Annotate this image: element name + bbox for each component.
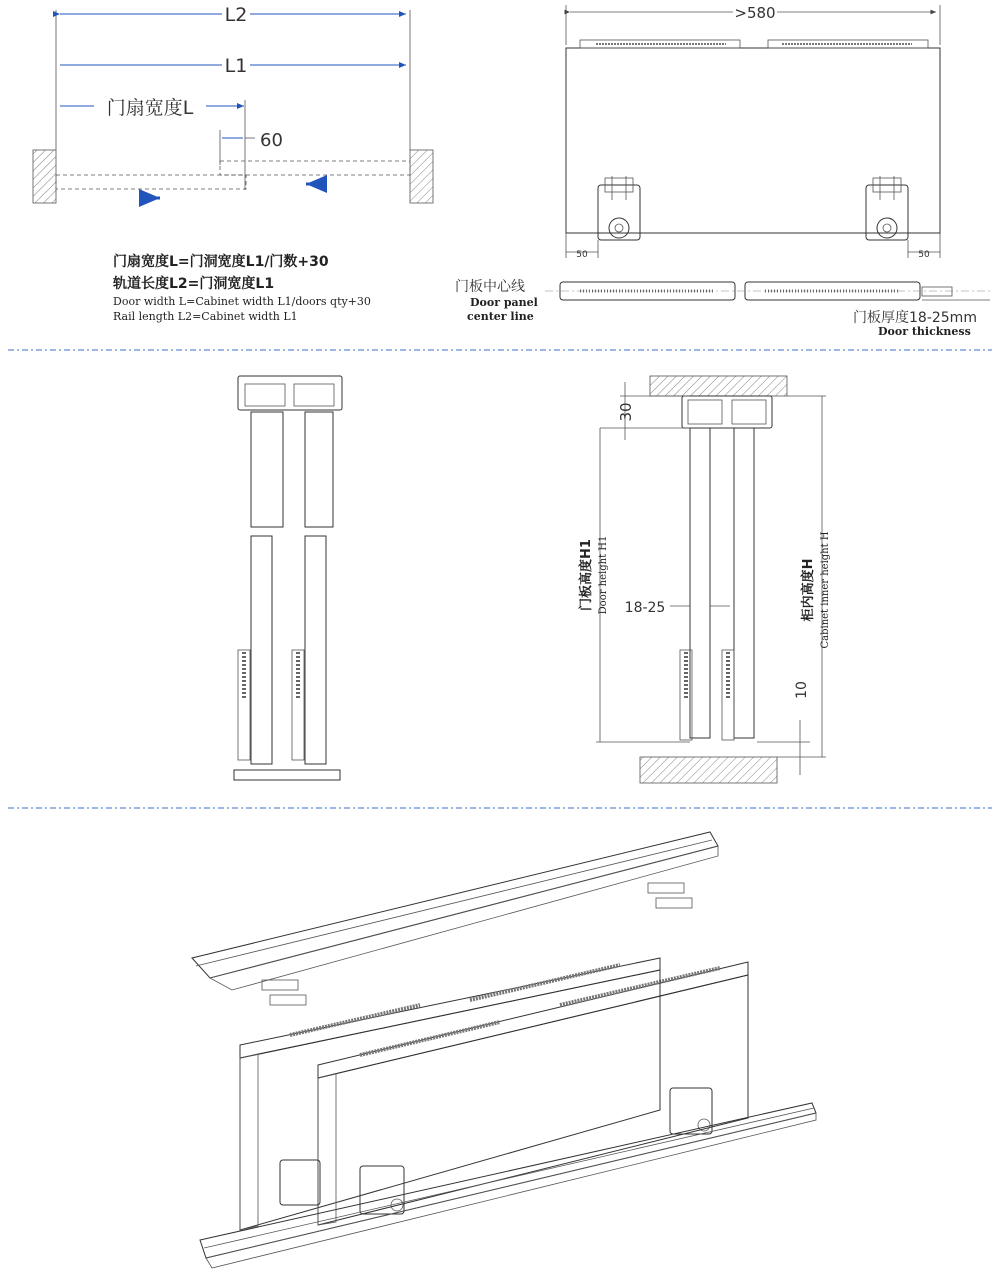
door-section-a-top	[251, 412, 283, 527]
thickness-cn: 门板厚度18-25mm	[853, 310, 977, 326]
door-b	[734, 428, 754, 738]
bottom-track	[200, 1103, 816, 1258]
isometric-assembly	[192, 832, 816, 1268]
center-line-en-1: Door panel	[470, 296, 538, 309]
door-section-b-top	[305, 412, 333, 527]
door-height-en: Door height H1	[598, 535, 609, 615]
rail-clip-left-b	[270, 995, 306, 1005]
cabinet-bottom	[640, 757, 777, 783]
thickness-range-label: 18-25	[624, 600, 666, 616]
l1-label: L1	[224, 55, 248, 77]
left-wall	[33, 150, 56, 203]
rail-clip-right-a	[648, 883, 684, 893]
plan-view	[33, 4, 433, 203]
bottom-track-left	[234, 770, 340, 780]
formula-en-1: Door width L=Cabinet width L1/doors qty+30	[113, 295, 371, 308]
offset-right-label: 50	[918, 250, 930, 260]
cabinet-height-cn: 柜内高度H	[801, 558, 816, 622]
min-width-label: >580	[734, 4, 776, 22]
door-a	[690, 428, 710, 738]
cabinet-top	[650, 376, 787, 396]
overlap-label: 60	[260, 130, 283, 151]
roller-right	[866, 176, 908, 240]
roller-left	[598, 176, 640, 240]
rail-clip-right-b	[656, 898, 692, 908]
bottom-gap-label: 10	[794, 681, 810, 699]
back-door-panel	[220, 161, 410, 175]
top-rail	[192, 832, 718, 978]
offset-left-label: 50	[576, 250, 588, 260]
thickness-en: Door thickness	[878, 325, 971, 338]
formula-cn-2: 轨道长度L2=门洞宽度L1	[113, 276, 275, 292]
door-elevation	[545, 4, 990, 300]
front-door-panel-iso	[318, 975, 748, 1225]
formula-cn-1: 门扇宽度L=门洞宽度L1/门数+30	[113, 254, 329, 270]
formula-en-2: Rail length L2=Cabinet width L1	[113, 310, 298, 323]
l2-label: L2	[224, 4, 248, 26]
rail-clip-left-a	[262, 980, 298, 990]
center-line-en-2: center line	[467, 310, 534, 323]
top-gap-label: 30	[617, 402, 635, 422]
center-line-cn: 门板中心线	[455, 279, 525, 295]
side-section-right	[578, 376, 831, 783]
roller-back-left	[280, 1160, 320, 1205]
door-section-b-bottom	[305, 536, 326, 764]
cabinet-height-en: Cabinet inner height H	[820, 531, 831, 649]
door-width-label: 门扇宽度L	[106, 97, 194, 119]
door-panel-front	[566, 48, 940, 233]
right-wall	[410, 150, 433, 203]
front-door-panel	[56, 175, 246, 189]
door-height-cn: 门板高度H1	[579, 539, 594, 611]
door-section-a-bottom	[251, 536, 272, 764]
side-section-left	[234, 376, 342, 780]
back-door-panel-iso	[240, 970, 660, 1230]
